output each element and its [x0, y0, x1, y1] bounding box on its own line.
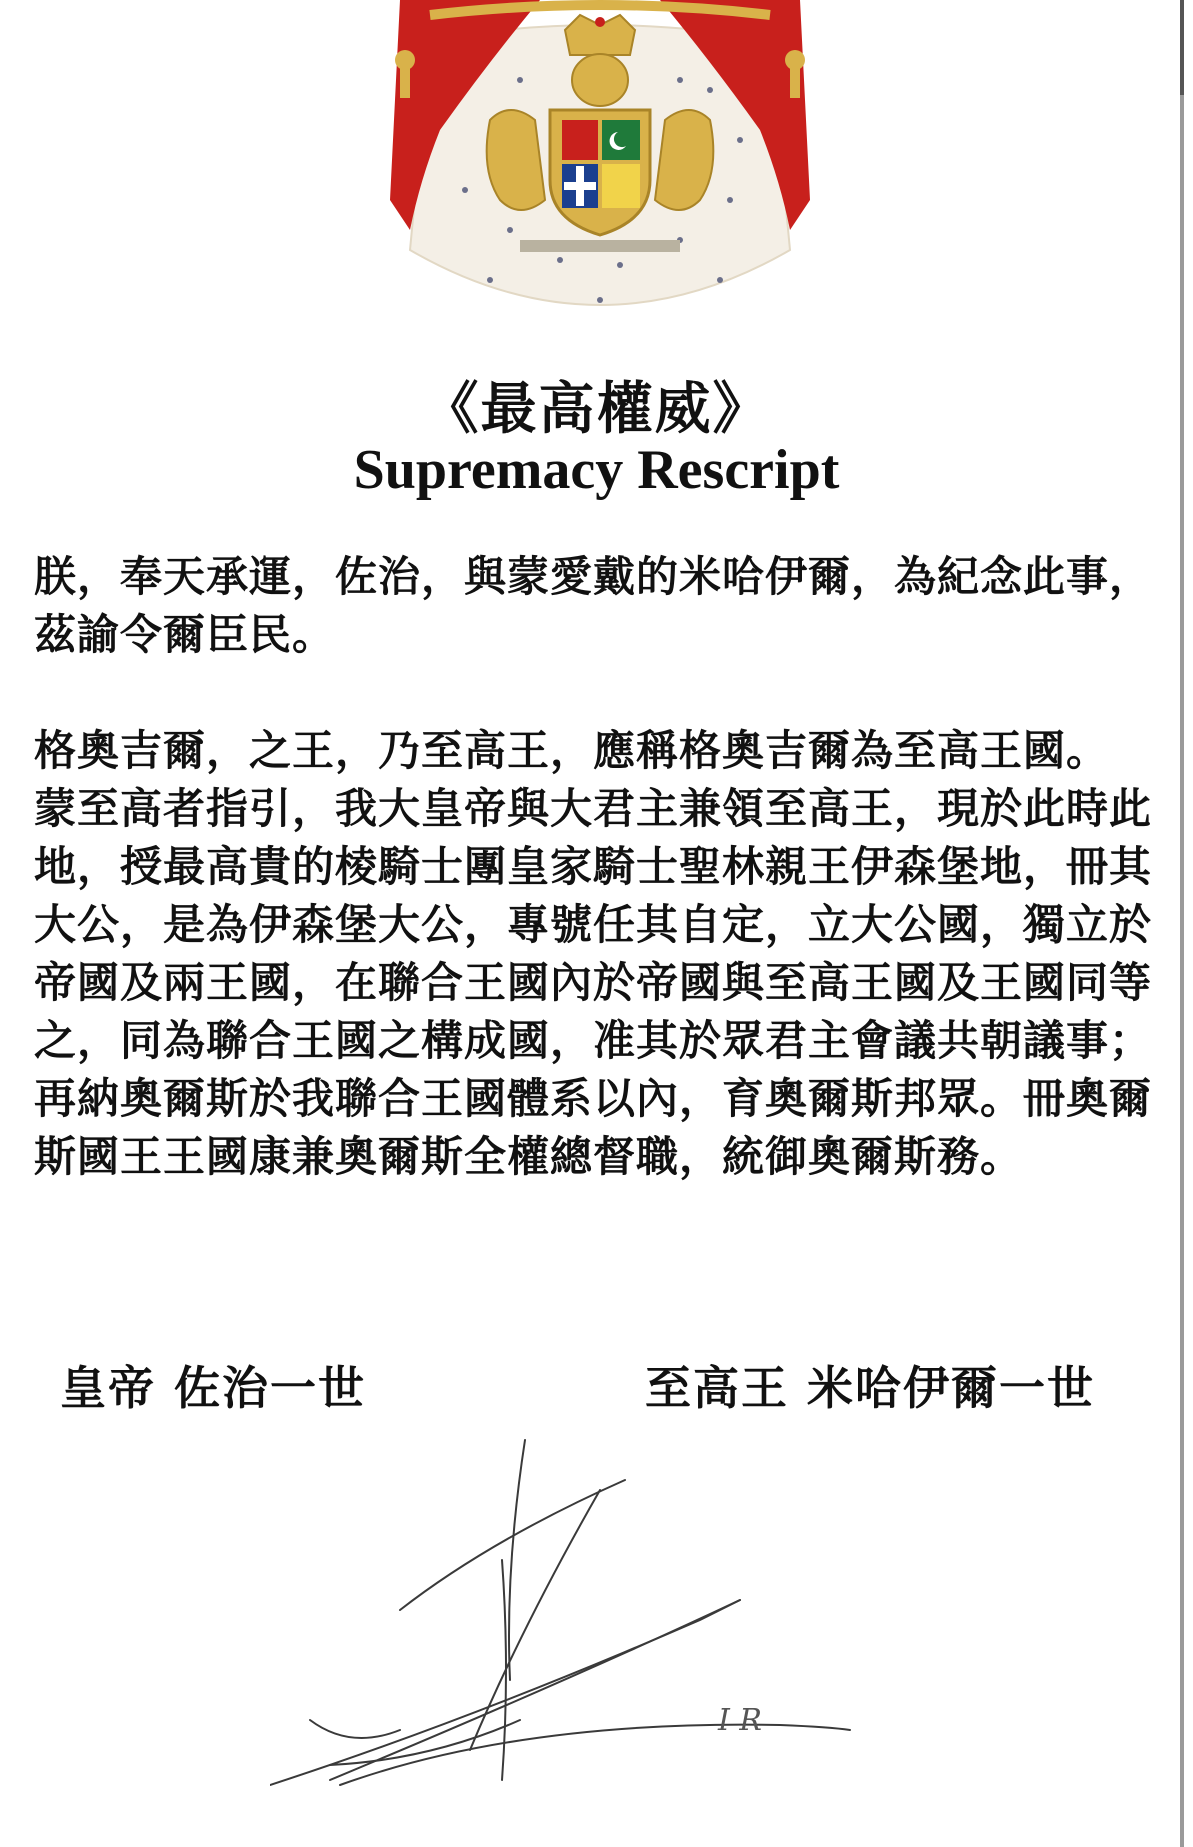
right-edge-bar	[1180, 0, 1184, 1847]
coat-of-arms-emblem	[370, 0, 830, 330]
paragraph-decree: 蒙至高者指引，我大皇帝與大君主兼領至高王，現於此時此地，授最高貴的棱騎士團皇家騎士聖林親王伊森堡地，冊其大公，是為伊森堡大公，專號任其自定，立大公國，獨立於帝國及兩王國，在聯合王國內於帝國與至高王國及王國同等之，同為聯合王國之構成國，准其於眾君主會議共朝議事；再納奧爾斯於我聯合王國體系以內，育奧爾斯邦眾。冊奧爾斯國王王國康兼奧爾斯全權總督職，統御奧爾斯務。	[34, 784, 1153, 1181]
signatory-high-king: 至高王 米哈伊爾一世	[645, 1361, 1096, 1415]
handwritten-signature	[270, 1420, 950, 1830]
paragraph-opening: 朕，奉天承運，佐治，與蒙愛戴的米哈伊爾，為紀念此事，茲諭令爾臣民。	[34, 552, 1153, 659]
scrollbar-thumb[interactable]	[1180, 0, 1184, 95]
signature-initials: I R	[718, 1703, 762, 1738]
signatory-emperor: 皇帝 佐治一世	[60, 1361, 367, 1415]
document-title-chinese: 《最高權威》	[422, 377, 771, 442]
rescript-body	[34, 548, 1164, 1186]
document-title-english: Supremacy Rescript	[353, 439, 840, 501]
paragraph-proclamation: 格奧吉爾，之王，乃至高王，應稱格奧吉爾為至高王國。	[34, 726, 1110, 775]
